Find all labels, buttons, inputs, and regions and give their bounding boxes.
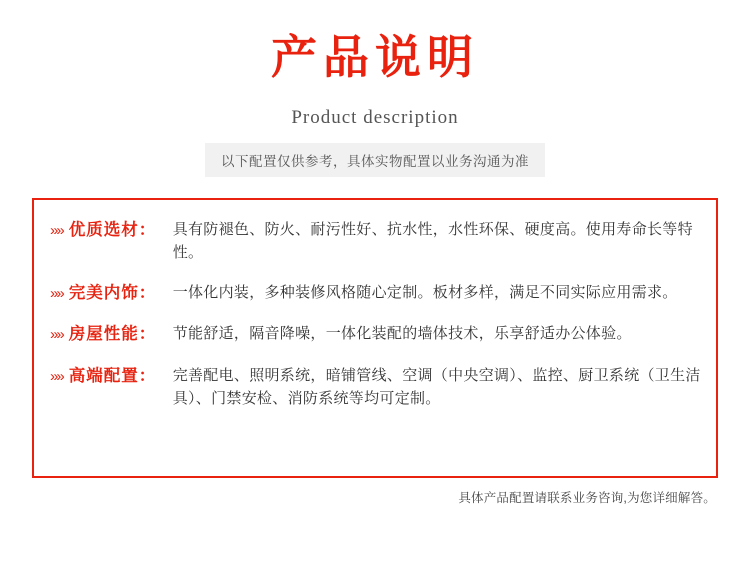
list-item xyxy=(50,281,702,307)
spec-list xyxy=(34,200,716,410)
spec-label: 高端配置： xyxy=(68,366,157,385)
double-chevron-right-icon: »» xyxy=(50,367,63,385)
page-title: 产品说明 xyxy=(271,31,479,83)
spec-box xyxy=(32,198,718,478)
list-item xyxy=(50,322,702,348)
list-item xyxy=(50,218,702,265)
spec-desc: 节能舒适，隔音降噪，一体化装配的墙体技术，乐享舒适办公体验。 xyxy=(172,325,632,343)
spec-desc: 完善配电、照明系统，暗铺管线、空调（中央空调）、监控、厨卫系统（卫生洁具）、门禁安检、消防系统等均可定制。 xyxy=(172,366,701,407)
note-banner xyxy=(0,143,750,177)
note-text: 以下配置仅供参考，具体实物配置以业务沟通为准 xyxy=(205,143,545,177)
spec-label: 完美内饰： xyxy=(68,283,157,302)
spec-desc: 一体化内装，多种装修风格随心定制。板材多样，满足不同实际应用需求。 xyxy=(172,283,678,301)
spec-label: 优质选材： xyxy=(68,221,157,239)
spec-label: 房屋性能： xyxy=(68,325,157,344)
double-chevron-right-icon: »» xyxy=(50,222,63,239)
list-item xyxy=(50,364,702,411)
spec-desc: 具有防褪色、防火、耐污性好、抗水性，水性环保、硬度高。使用寿命长等特性。 xyxy=(172,221,693,262)
double-chevron-right-icon: »» xyxy=(50,284,63,302)
footnote-text: 具体产品配置请联系业务咨询,为您详细解答。 xyxy=(458,491,716,505)
double-chevron-right-icon: »» xyxy=(50,326,63,344)
page-subtitle: Product description xyxy=(291,107,459,129)
